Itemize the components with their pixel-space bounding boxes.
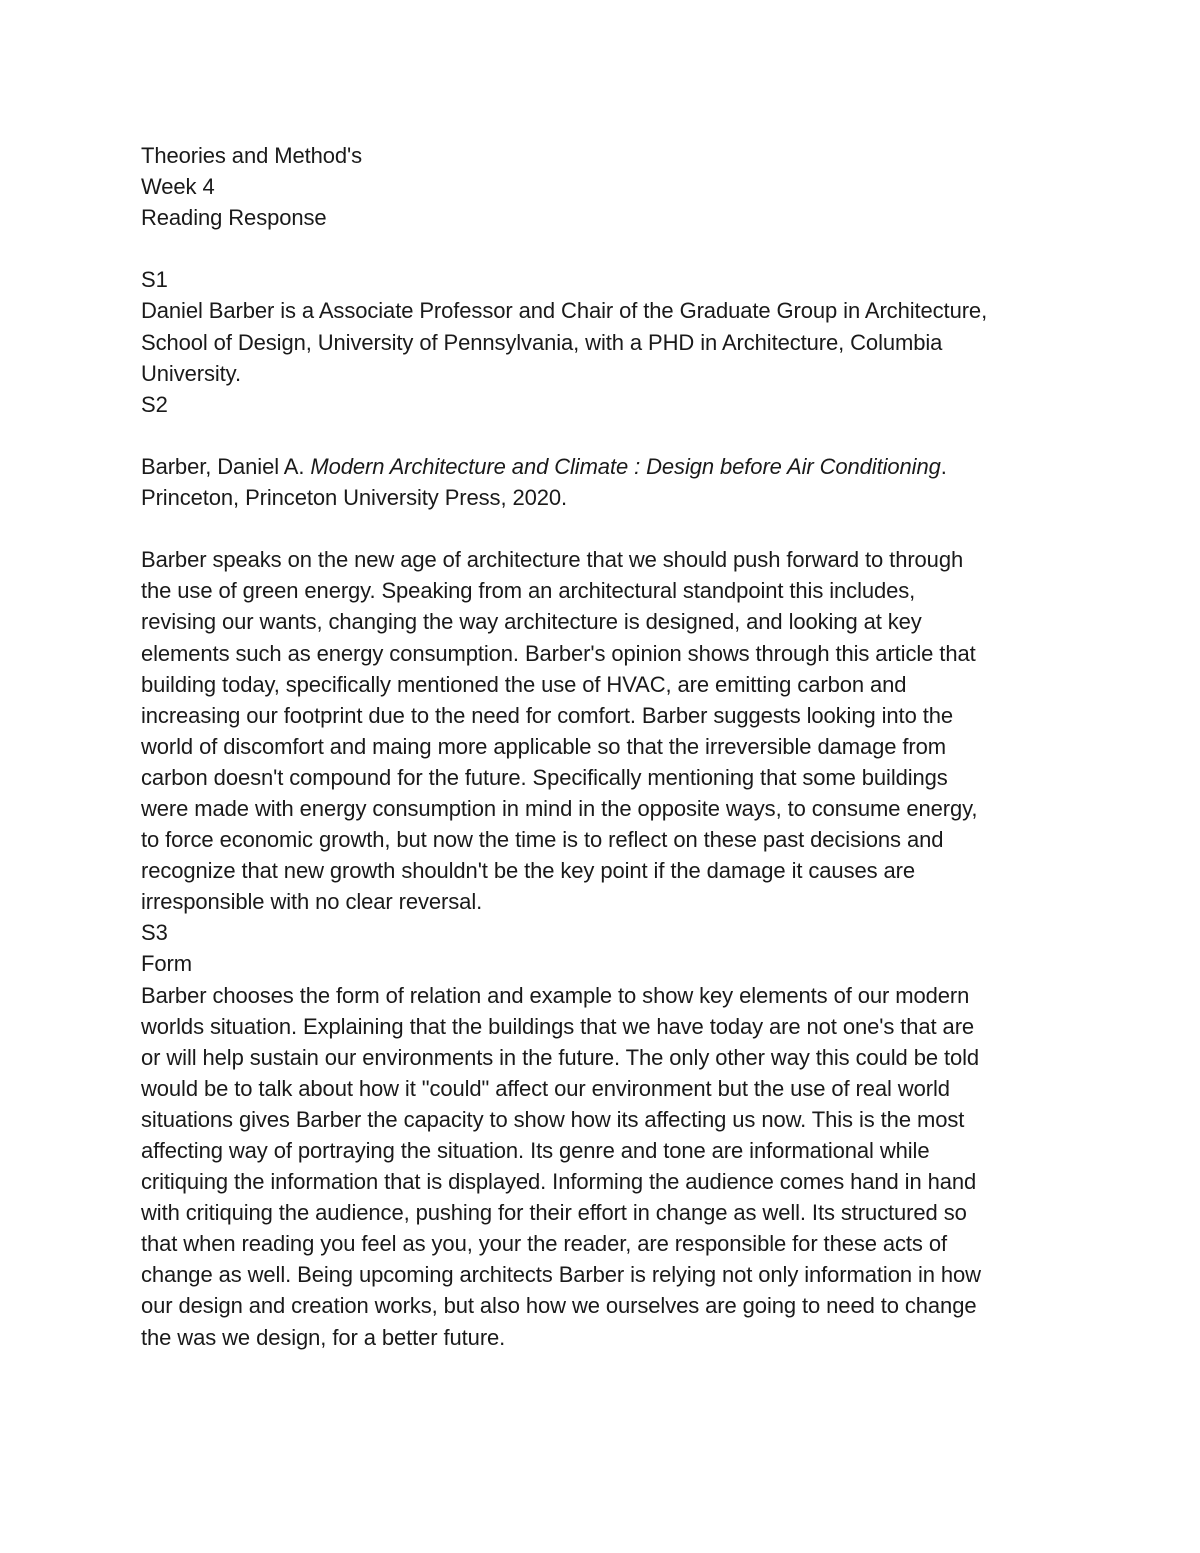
section-label-s1: S1	[141, 267, 168, 293]
form-line: that when reading you feel as you, your the reader, are responsible for these acts of	[141, 1231, 947, 1257]
form-line: affecting way of portraying the situation. Its genre and tone are informational while	[141, 1138, 930, 1163]
author-bio-line: University.	[141, 360, 241, 386]
form-line: worlds situation. Explaining that the buildings that we have today are not one's that are	[141, 1013, 975, 1039]
summary-line: recognize that new growth shouldn't be the key point if the damage it causes are	[141, 858, 916, 884]
assignment-title: Reading Response	[141, 205, 327, 231]
summary-line: carbon doesn't compound for the future. Specifically mentioning that some buildings	[141, 764, 948, 790]
form-paragraph	[141, 980, 1071, 1353]
summary-line: world of discomfort and maing more applicable so that the irreversible damage from	[141, 733, 946, 759]
summary-line: Barber speaks on the new age of architecture that we should push forward to through	[141, 547, 964, 573]
form-line: with critiquing the audience, pushing for their effort in change as well. Its structured so	[141, 1200, 967, 1226]
author-bio-line: School of Design, University of Pennsylvania, with a PHD in Architecture, Columbia	[141, 329, 943, 355]
form-subheading: Form	[141, 951, 192, 977]
summary-line: elements such as energy consumption. Barber's opinion shows through this article that	[141, 640, 976, 666]
author-bio-line: Daniel Barber is a Associate Professor and Chair of the Graduate Group in Architecture,	[141, 298, 988, 324]
spacer	[141, 420, 1071, 451]
form-line: Barber chooses the form of relation and example to show key elements of our modern	[141, 982, 970, 1008]
form-line: the was we design, for a better future.	[141, 1324, 506, 1350]
summary-line: building today, specifically mentioned the use of HVAC, are emitting carbon and	[141, 671, 907, 697]
form-line: change as well. Being upcoming architects Barber is relying not only information in how	[141, 1262, 981, 1288]
form-line: would be to talk about how it "could" affect our environment but the use of real world	[141, 1075, 950, 1101]
spacer	[141, 513, 1071, 544]
citation-publisher: Princeton, Princeton University Press, 2020.	[141, 485, 568, 511]
spacer	[141, 233, 1071, 264]
summary-line: increasing our footprint due to the need for comfort. Barber suggests looking into the	[141, 702, 953, 728]
summary-line: irresponsible with no clear reversal.	[141, 889, 483, 915]
section-label-s2: S2	[141, 391, 168, 417]
summary-line: were made with energy consumption in mind in the opposite ways, to consume energy,	[141, 795, 978, 821]
week-label: Week 4	[141, 174, 215, 200]
citation-title: Modern Architecture and Climate : Design before Air Conditioning	[310, 453, 941, 479]
section-label-s3: S3	[141, 920, 168, 946]
citation-period: .	[940, 453, 947, 479]
summary-line: to force economic growth, but now the time is to reflect on these past decisions and	[141, 827, 944, 853]
form-line: critiquing the information that is displayed. Informing the audience comes hand in hand	[141, 1169, 977, 1195]
form-line: situations gives Barber the capacity to show how its affecting us now. This is the most	[141, 1106, 965, 1132]
summary-line: the use of green energy. Speaking from an architectural standpoint this includes,	[141, 578, 916, 604]
course-title: Theories and Method's	[141, 143, 363, 168]
form-line: or will help sustain our environments in the future. The only other way this could be told	[141, 1044, 980, 1070]
summary-line: revising our wants, changing the way architecture is designed, and looking at key	[141, 609, 922, 635]
citation-author: Barber, Daniel A.	[141, 453, 311, 479]
document-body	[141, 140, 1071, 1353]
form-line: our design and creation works, but also how we ourselves are going to need to change	[141, 1293, 977, 1319]
summary-paragraph	[141, 544, 1071, 917]
citation-line	[141, 451, 1071, 482]
